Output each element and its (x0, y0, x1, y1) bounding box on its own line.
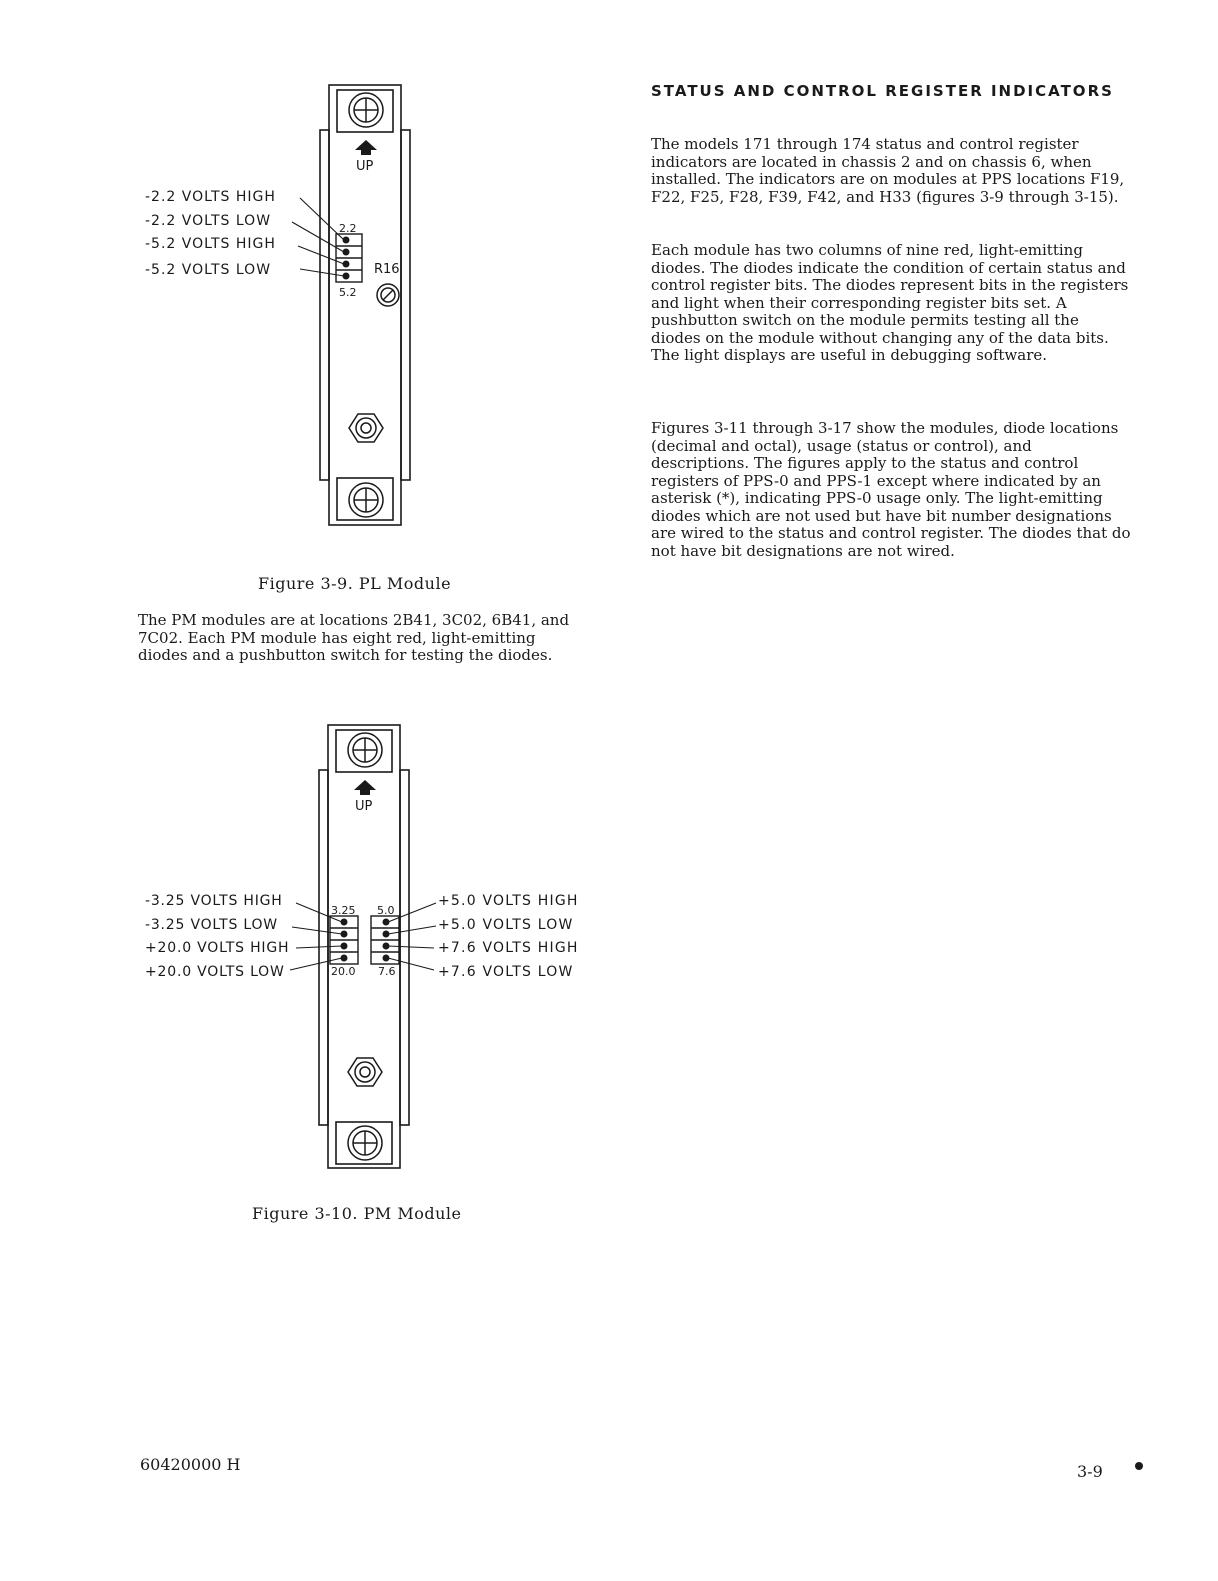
label-5-0: 5.0 (377, 904, 395, 917)
top-screw-icon (349, 93, 383, 127)
label-7-6: 7.6 (378, 965, 396, 978)
figure-3-9-caption: Figure 3-9. PL Module (258, 574, 452, 593)
pl-label-4: -5.2 VOLTS LOW (145, 262, 272, 278)
top-screw-icon-2 (348, 733, 382, 767)
label-3-25: 3.25 (331, 904, 356, 917)
paragraph-figures: Figures 3-11 through 3-17 show the modules, diode locations (decimal and octal), usage (status or control), and descriptions. The figures apply to the status and control registers of PPS-0 and PPS-1 except where indicated by an asterisk (*), indicating PPS-0 usage only. The light-emitting diodes which are not used but have bit number designations are wired to the status and control register. The diodes that do not have bit designations are not wired. (651, 419, 1131, 560)
pm-right-label-2: +5.0 VOLTS LOW (438, 917, 574, 933)
label-20-0: 20.0 (331, 965, 356, 978)
pm-left-label-4: +20.0 VOLTS LOW (145, 964, 285, 980)
pl-label-1: -2.2 VOLTS HIGH (145, 189, 276, 205)
bottom-screw-icon (349, 483, 383, 517)
pm-left-label-3: +20.0 VOLTS HIGH (145, 940, 290, 956)
pm-left-label-1: -3.25 VOLTS HIGH (145, 893, 283, 909)
pm-right-label-1: +5.0 VOLTS HIGH (438, 893, 579, 909)
pl-module-figure (130, 80, 430, 540)
pl-label-2: -2.2 VOLTS LOW (145, 213, 272, 229)
figure-3-10-caption: Figure 3-10. PM Module (252, 1204, 462, 1223)
pm-left-label-2: -3.25 VOLTS LOW (145, 917, 278, 933)
label-2-2: 2.2 (339, 222, 357, 235)
paragraph-intro: The models 171 through 174 status and control register indicators are located in chassis 2 and on chassis 6, when installed. The indicators are on modules at PPS locations F19, F22, F25, F28, F39, F42, and H33 (figures 3-9 through 3-15). (651, 135, 1125, 206)
document-number: 60420000 H (140, 1455, 241, 1474)
margin-dot (1135, 1462, 1143, 1470)
label-r16: R16 (374, 262, 400, 277)
pm-module-figure (130, 720, 600, 1180)
paragraph-pm: The PM modules are at locations 2B41, 3C02, 6B41, and 7C02. Each PM module has eight red, light-emitting diodes and a pushbutton switch for testing the diodes. (138, 611, 570, 664)
up-arrow-icon (355, 140, 377, 150)
label-5-2: 5.2 (339, 286, 357, 299)
pushbutton-icon-2 (348, 1058, 382, 1086)
pm-right-label-4: +7.6 VOLTS LOW (438, 964, 574, 980)
pushbutton-icon (349, 414, 383, 442)
up-arrow-icon-2 (354, 780, 376, 790)
section-heading: STATUS AND CONTROL REGISTER INDICATORS (651, 82, 1114, 100)
paragraph-diodes: Each module has two columns of nine red, light-emitting diodes. The diodes indicate the condition of certain status and control register bits. The diodes represent bits in the registers and light when their corresponding register bits set. A pushbutton switch on the module permits testing all the diodes on the module without changing any of the data bits. The light displays are useful in debugging software. (651, 241, 1129, 364)
pl-label-3: -5.2 VOLTS HIGH (145, 236, 276, 252)
up-label-2: UP (355, 799, 373, 814)
page-number: 3-9 (1077, 1462, 1103, 1481)
bottom-screw-icon-2 (348, 1126, 382, 1160)
potentiometer-icon (377, 284, 399, 306)
pm-right-label-3: +7.6 VOLTS HIGH (438, 940, 579, 956)
up-label: UP (356, 159, 374, 174)
